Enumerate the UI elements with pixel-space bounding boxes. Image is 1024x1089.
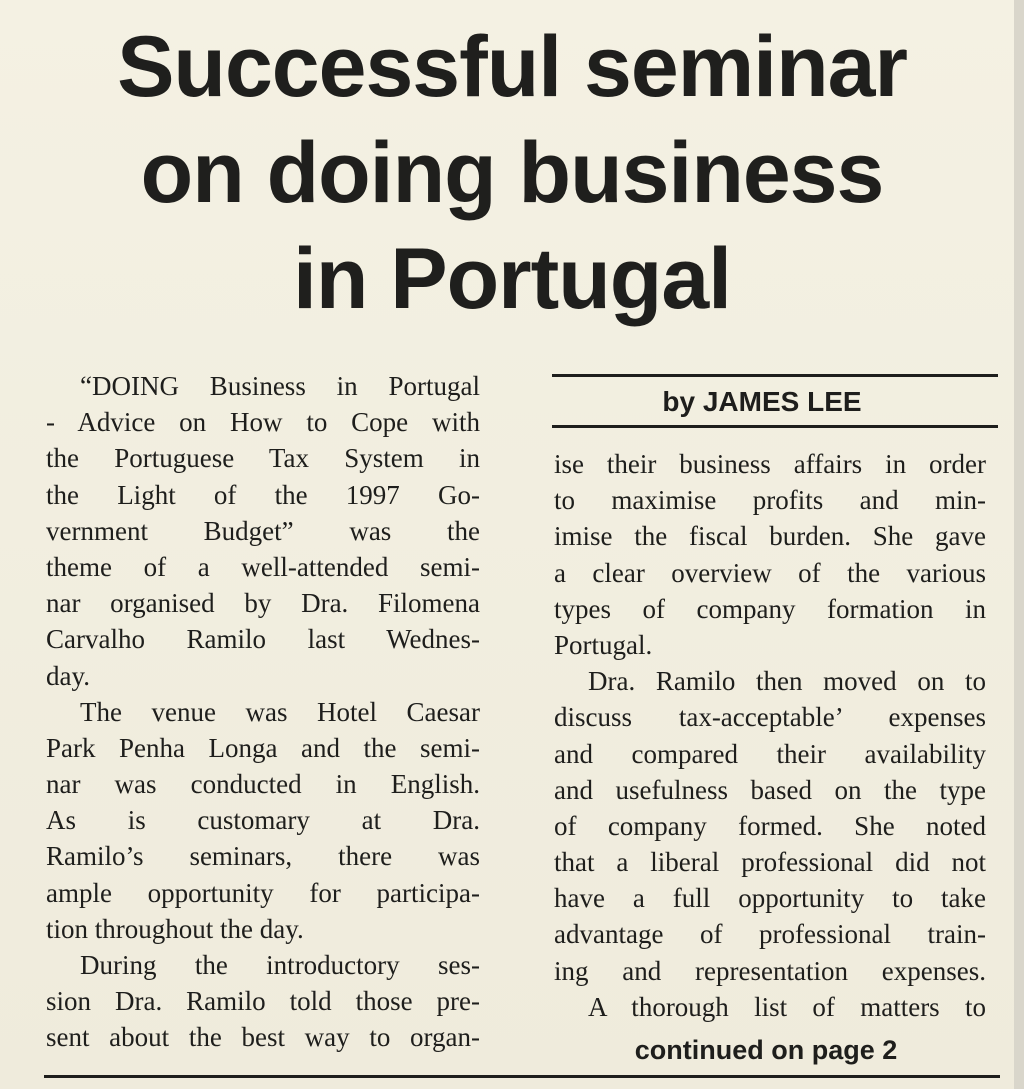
article-line: The venue was Hotel Caesar: [80, 696, 480, 727]
article-line: Ramilo’s seminars, there was: [46, 841, 480, 872]
article-column-right: [554, 446, 986, 1025]
headline-line: in Portugal: [292, 231, 732, 327]
article-line: discuss tax-acceptable’ expenses: [554, 702, 986, 733]
article-line: During the introductory ses-: [80, 950, 480, 980]
article-line: of company formed. She noted: [554, 810, 986, 841]
article-line: Carvalho Ramilo last Wednes-: [46, 624, 480, 655]
article-line: imise the fiscal burden. She gave: [554, 521, 986, 552]
headline-line: Successful seminar: [117, 19, 907, 115]
article-line: and usefulness based on the type: [554, 774, 986, 805]
headline: [40, 14, 984, 332]
article-line: sent about the best way to organ-: [46, 1022, 480, 1053]
article-line: advantage of professional train-: [554, 919, 986, 950]
scan-edge: [1014, 0, 1024, 1089]
article-line: day.: [46, 660, 90, 691]
headline-line: on doing business: [140, 125, 884, 221]
article-line: vernment Budget” was the: [46, 515, 480, 546]
byline: by JAMES LEE: [662, 386, 862, 417]
bottom-rule: [44, 1075, 1000, 1078]
article-line: Portugal.: [554, 629, 653, 660]
article-line: “DOING Business in Portugal: [80, 371, 480, 401]
article-line: sion Dra. Ramilo told those pre-: [46, 986, 480, 1017]
article-line: that a liberal professional did not: [554, 847, 986, 878]
article-line: As is customary at Dra.: [46, 805, 480, 836]
article-line: Park Penha Longa and the semi-: [46, 732, 480, 763]
article-column-left: [46, 368, 480, 1056]
article-line: ample opportunity for participa-: [46, 877, 480, 908]
article-line: the Light of the 1997 Go-: [46, 479, 480, 510]
continued-note: continued on page 2: [634, 1035, 898, 1065]
article-line: - Advice on How to Cope with: [46, 407, 480, 438]
article-line: Dra. Ramilo then moved on to: [588, 666, 986, 697]
article-line: and compared their availability: [554, 738, 986, 769]
article-line: to maximise profits and min-: [554, 485, 986, 516]
article-line: ing and representation expenses.: [554, 955, 986, 986]
article-line: tion throughout the day.: [46, 913, 304, 944]
article-line: theme of a well-attended semi-: [46, 551, 480, 582]
article-line: a clear overview of the various: [554, 557, 986, 588]
article-line: nar organised by Dra. Filomena: [46, 588, 480, 619]
article-line: have a full opportunity to take: [554, 883, 986, 914]
article-line: types of company formation in: [554, 593, 986, 624]
article-line: the Portuguese Tax System in: [46, 443, 480, 474]
article-line: nar was conducted in English.: [46, 769, 480, 800]
article-line: A thorough list of matters to: [588, 991, 986, 1022]
byline-block: [552, 374, 998, 428]
article-line: ise their business affairs in order: [554, 449, 986, 479]
byline-rule-bottom: [552, 425, 998, 428]
